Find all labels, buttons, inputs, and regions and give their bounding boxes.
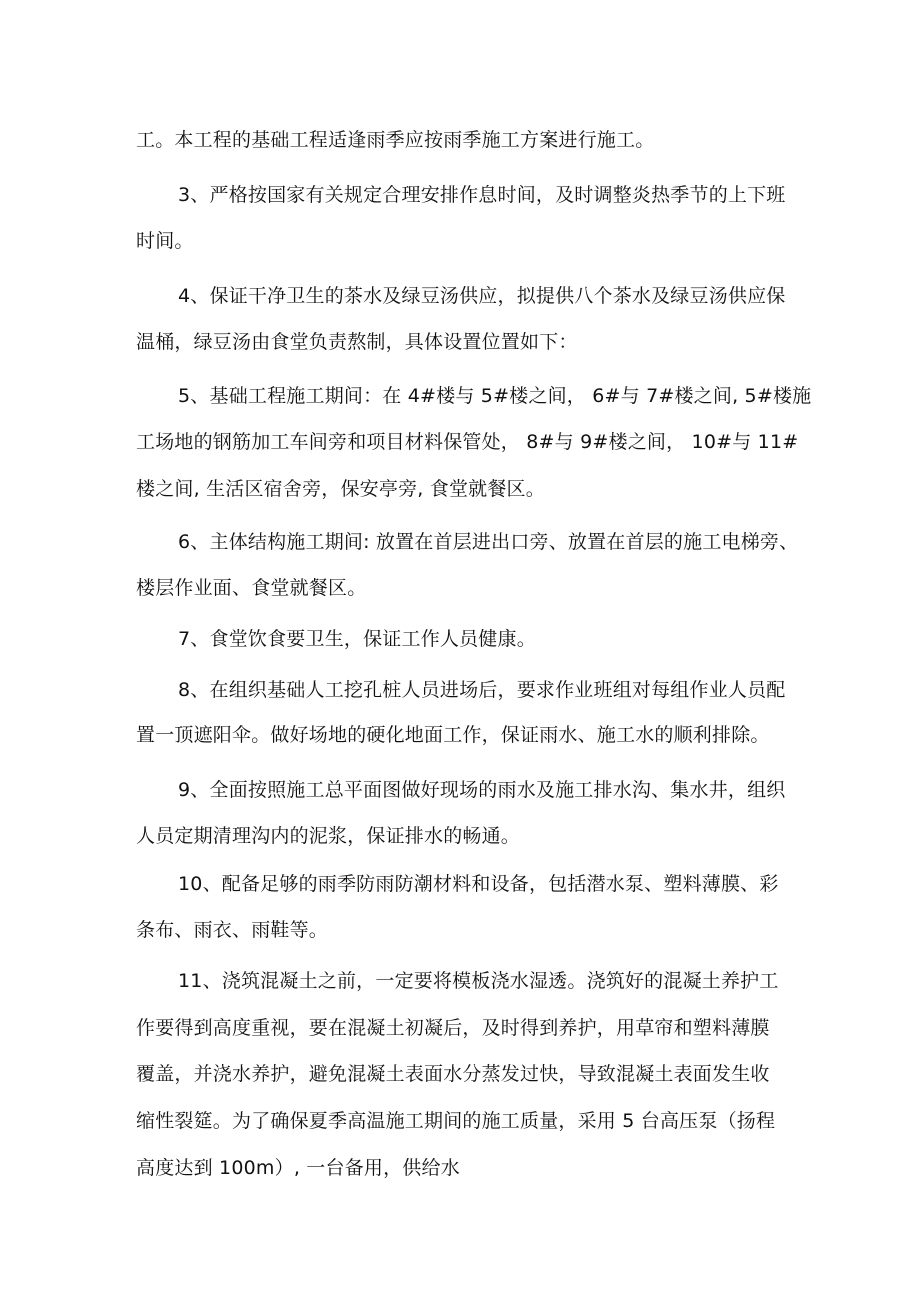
text-line: 10、配备足够的雨季防雨防潮材料和设备，包括潜水泵、塑料薄膜、彩 xyxy=(178,873,779,895)
text-line: 7、食堂饮食要卫生，保证工作人员健康。 xyxy=(178,628,536,650)
text-line: 缩性裂筵。为了确保夏季高温施工期间的施工质量，采用 5 台高压泵（扬程 xyxy=(136,1110,776,1132)
text-line: 工场地的钢筋加工车间旁和项目材料保管处， 8#与 9#楼之间， 10#与 11# xyxy=(136,431,799,453)
text-line: 作要得到高度重视，要在混凝土初凝后，及时得到养护，用草帘和塑料薄膜 xyxy=(136,1017,770,1039)
text-line: 温桶，绿豆汤由食堂负责熬制，具体设置位置如下： xyxy=(136,331,578,353)
text-line: 置一顶遮阳伞。做好场地的硬化地面工作，保证雨水、施工水的顺利排除。 xyxy=(136,724,770,746)
text-line: 6、主体结构施工期间: 放置在首层进出口旁、放置在首层的施工电梯旁、 xyxy=(178,531,799,553)
text-line: 时间。 xyxy=(136,230,194,252)
text-line: 11、浇筑混凝土之前，一定要将模板浇水湿透。浇筑好的混凝土养护工 xyxy=(178,970,779,992)
text-line: 4、保证干净卫生的茶水及绿豆汤供应，拟提供八个茶水及绿豆汤供应保 xyxy=(178,285,786,307)
text-line: 楼层作业面、食堂就餐区。 xyxy=(136,577,367,599)
text-line: 8、在组织基础人工挖孔桩人员进场后，要求作业班组对每组作业人员配 xyxy=(178,679,786,701)
text-line: 楼之间, 生活区宿舍旁，保安亭旁, 食堂就餐区。 xyxy=(136,478,545,500)
text-line: 条布、雨衣、雨鞋等。 xyxy=(136,919,329,941)
text-line: 9、全面按照施工总平面图做好现场的雨水及施工排水沟、集水井，组织 xyxy=(178,779,786,801)
text-line: 5、基础工程施工期间：在 4#楼与 5#楼之间， 6#与 7#楼之间, 5#楼施 xyxy=(178,385,812,407)
text-line: 3、严格按国家有关规定合理安排作息时间，及时调整炎热季节的上下班 xyxy=(178,184,786,206)
text-line: 人员定期清理沟内的泥浆，保证排水的畅通。 xyxy=(136,825,521,847)
text-line: 覆盖，并浇水养护，避免混凝土表面水分蒸发过快，导致混凝土表面发生收 xyxy=(136,1063,770,1085)
text-line: 工。本工程的基础工程适逢雨季应按雨季施工方案进行施工。 xyxy=(136,129,655,151)
text-line: 高度达到 100m）, 一台备用，供给水 xyxy=(136,1157,460,1179)
